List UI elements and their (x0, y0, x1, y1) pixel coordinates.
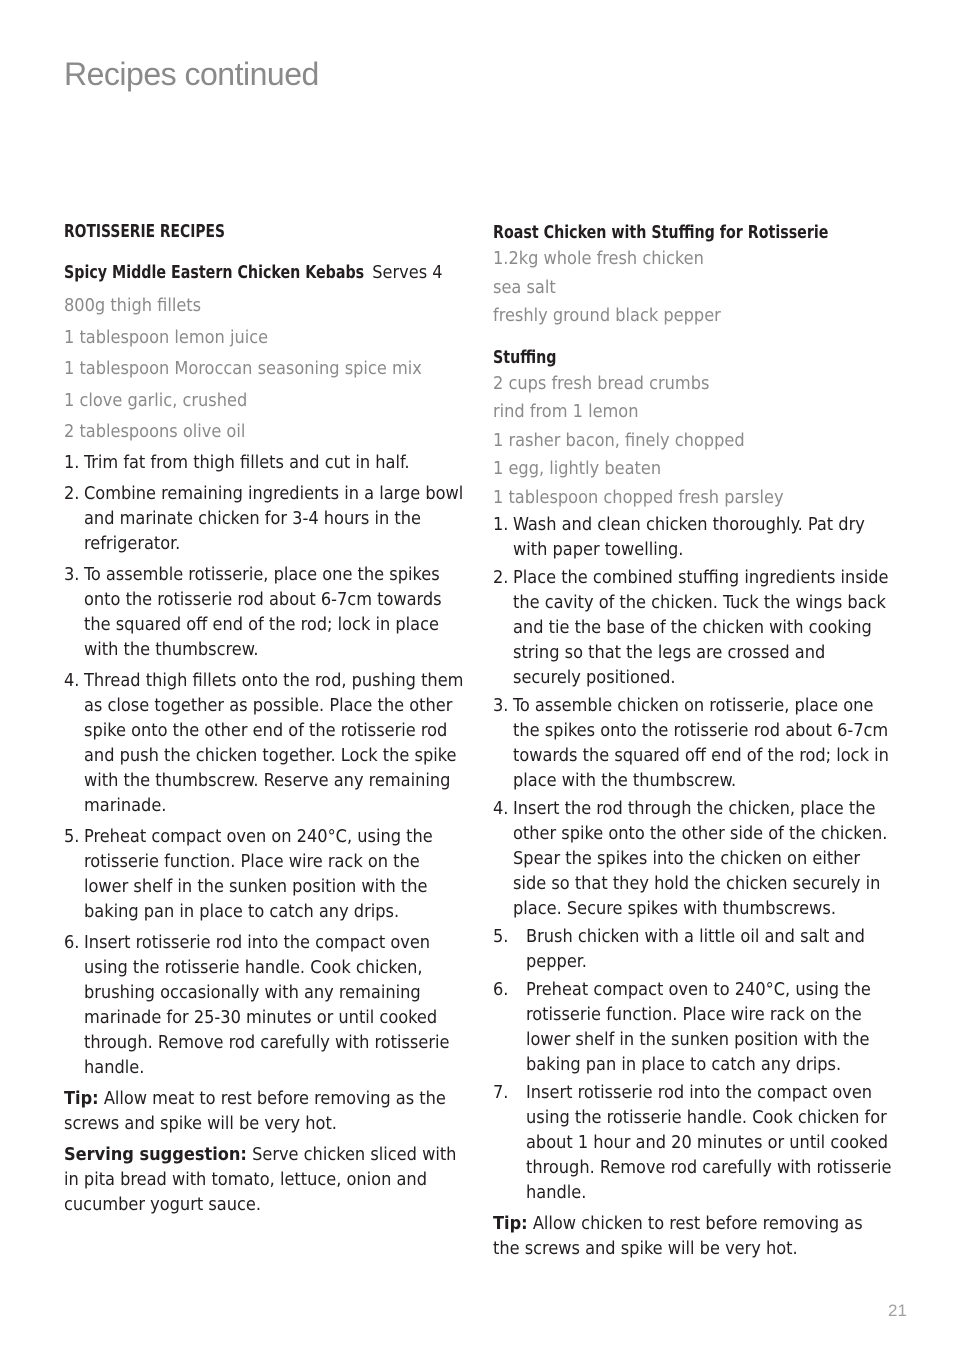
page-title: Recipes continued (64, 56, 319, 92)
tip-note: Tip: Allow meat to rest before removing as the screws and spike will be very hot. (64, 1087, 446, 1134)
method-step: 2. Place the combined stuffing ingredients inside the cavity of the chicken. Tuck the wings back and tie the base of the chicken with cooking string so that the legs are crossed and securely positioned. (493, 567, 889, 688)
stuffing-heading: Stuffing (493, 346, 557, 368)
tip-label: Tip: (493, 1213, 528, 1234)
stuffing-ingredient-list (493, 370, 893, 513)
ingredient-item: 1 tablespoon lemon juice (64, 326, 269, 348)
method-steps-continued (493, 924, 893, 1205)
method-step: 7. Insert rotisserie rod into the compact oven using the rotisserie handle. Cook chicken for about 1 hour and 20 minutes or until cooked through. Remove rod carefully with rotisserie handle. (493, 1082, 892, 1203)
ingredient-item: 1 clove garlic, crushed (64, 389, 248, 411)
method-step: 1. Trim fat from thigh fillets and cut in half. (64, 451, 410, 473)
ingredient-item: rind from 1 lemon (493, 401, 639, 422)
tip-note: Tip: Allow chicken to rest before removing as the screws and spike will be very hot. (493, 1213, 863, 1259)
method-step: 4. Thread thigh fillets onto the rod, pushing them as close together as possible. Place the other spike onto the other end of the rotisserie rod and push the chicken together. Lock the spike with the thumbscrew. Reserve any remaining marinade. (64, 669, 464, 816)
method-step: 6. Preheat compact oven to 240°C, using the rotisserie function. Place wire rack on the lower shelf in the sunken position with the baking pan in place to catch any drips. (493, 979, 871, 1075)
ingredient-list (493, 245, 893, 331)
ingredient-item: 1 rasher bacon, finely chopped (493, 429, 745, 451)
method-step: 4. Insert the rod through the chicken, place the other spike onto the other side of the chicken. Spear the spikes into the chicken on either side so that they hold the chicken securely in place. Secure spikes with thumbscrews. (493, 798, 888, 919)
page-number: 21 (888, 1301, 907, 1320)
ingredient-item: 1 egg, lightly beaten (493, 458, 662, 479)
method-step: 2. Combine remaining ingredients in a large bowl and marinate chicken for 3-4 hours in the refrigerator. (64, 482, 464, 554)
ingredient-item: freshly ground black pepper (493, 305, 721, 326)
section-heading: ROTISSERIE RECIPES (64, 222, 225, 242)
serving-label: Serving suggestion: (64, 1143, 247, 1165)
method-step: 3. To assemble rotisserie, place one the spikes onto the rotisserie rod about 6-7cm towards the squared off end of the rod; lock in place with the thumbscrew. (64, 563, 442, 660)
tip-label: Tip: (64, 1087, 99, 1109)
left-column (64, 220, 464, 1217)
method-step: 1. Wash and clean chicken thoroughly. Pat dry with paper towelling. (493, 514, 865, 560)
ingredient-item: 800g thigh fillets (64, 295, 202, 316)
method-step: 5. Brush chicken with a little oil and salt and pepper. (493, 926, 865, 972)
recipe-heading (493, 220, 893, 245)
ingredient-item: 1 tablespoon chopped fresh parsley (493, 486, 784, 508)
method-step: 5. Preheat compact oven on 240°C, using the rotisserie function. Place wire rack on the lower shelf in the sunken position with the baking pan in place to catch any drips. (64, 825, 433, 922)
serving-suggestion: Serving suggestion: Serve chicken sliced with in pita bread with tomato, lettuce, onion and cucumber yogurt sauce. (64, 1143, 457, 1215)
recipe-heading (64, 260, 464, 285)
ingredient-item: 2 cups fresh bread crumbs (493, 372, 710, 394)
ingredient-item: 1.2kg whole fresh chicken (493, 248, 704, 269)
ingredient-item: sea salt (493, 276, 556, 298)
recipe-title: Roast Chicken with Stuffing for Rotisserie (493, 222, 829, 243)
ingredient-item: 1 tablespoon Moroccan seasoning spice mix (64, 358, 422, 379)
method-steps (493, 512, 893, 921)
ingredient-list (64, 290, 464, 448)
method-step: 6. Insert rotisserie rod into the compact oven using the rotisserie handle. Cook chicken, brushing occasionally with any remaining marinade for 25-30 minutes or until cooked through. Remove rod carefully with rotisserie handle. (64, 931, 450, 1078)
recipe-title: Spicy Middle Eastern Chicken Kebabs (64, 262, 365, 283)
method-steps (64, 450, 464, 1080)
method-step: 3. To assemble chicken on rotisserie, place one the spikes onto the rotisserie rod about 6-7cm towards the squared off end of the rod; lock in place with the thumbscrew. (493, 695, 889, 791)
ingredient-item: 2 tablespoons olive oil (64, 421, 246, 442)
right-column (493, 220, 893, 1261)
serves-label: Serves 4 (372, 262, 443, 283)
